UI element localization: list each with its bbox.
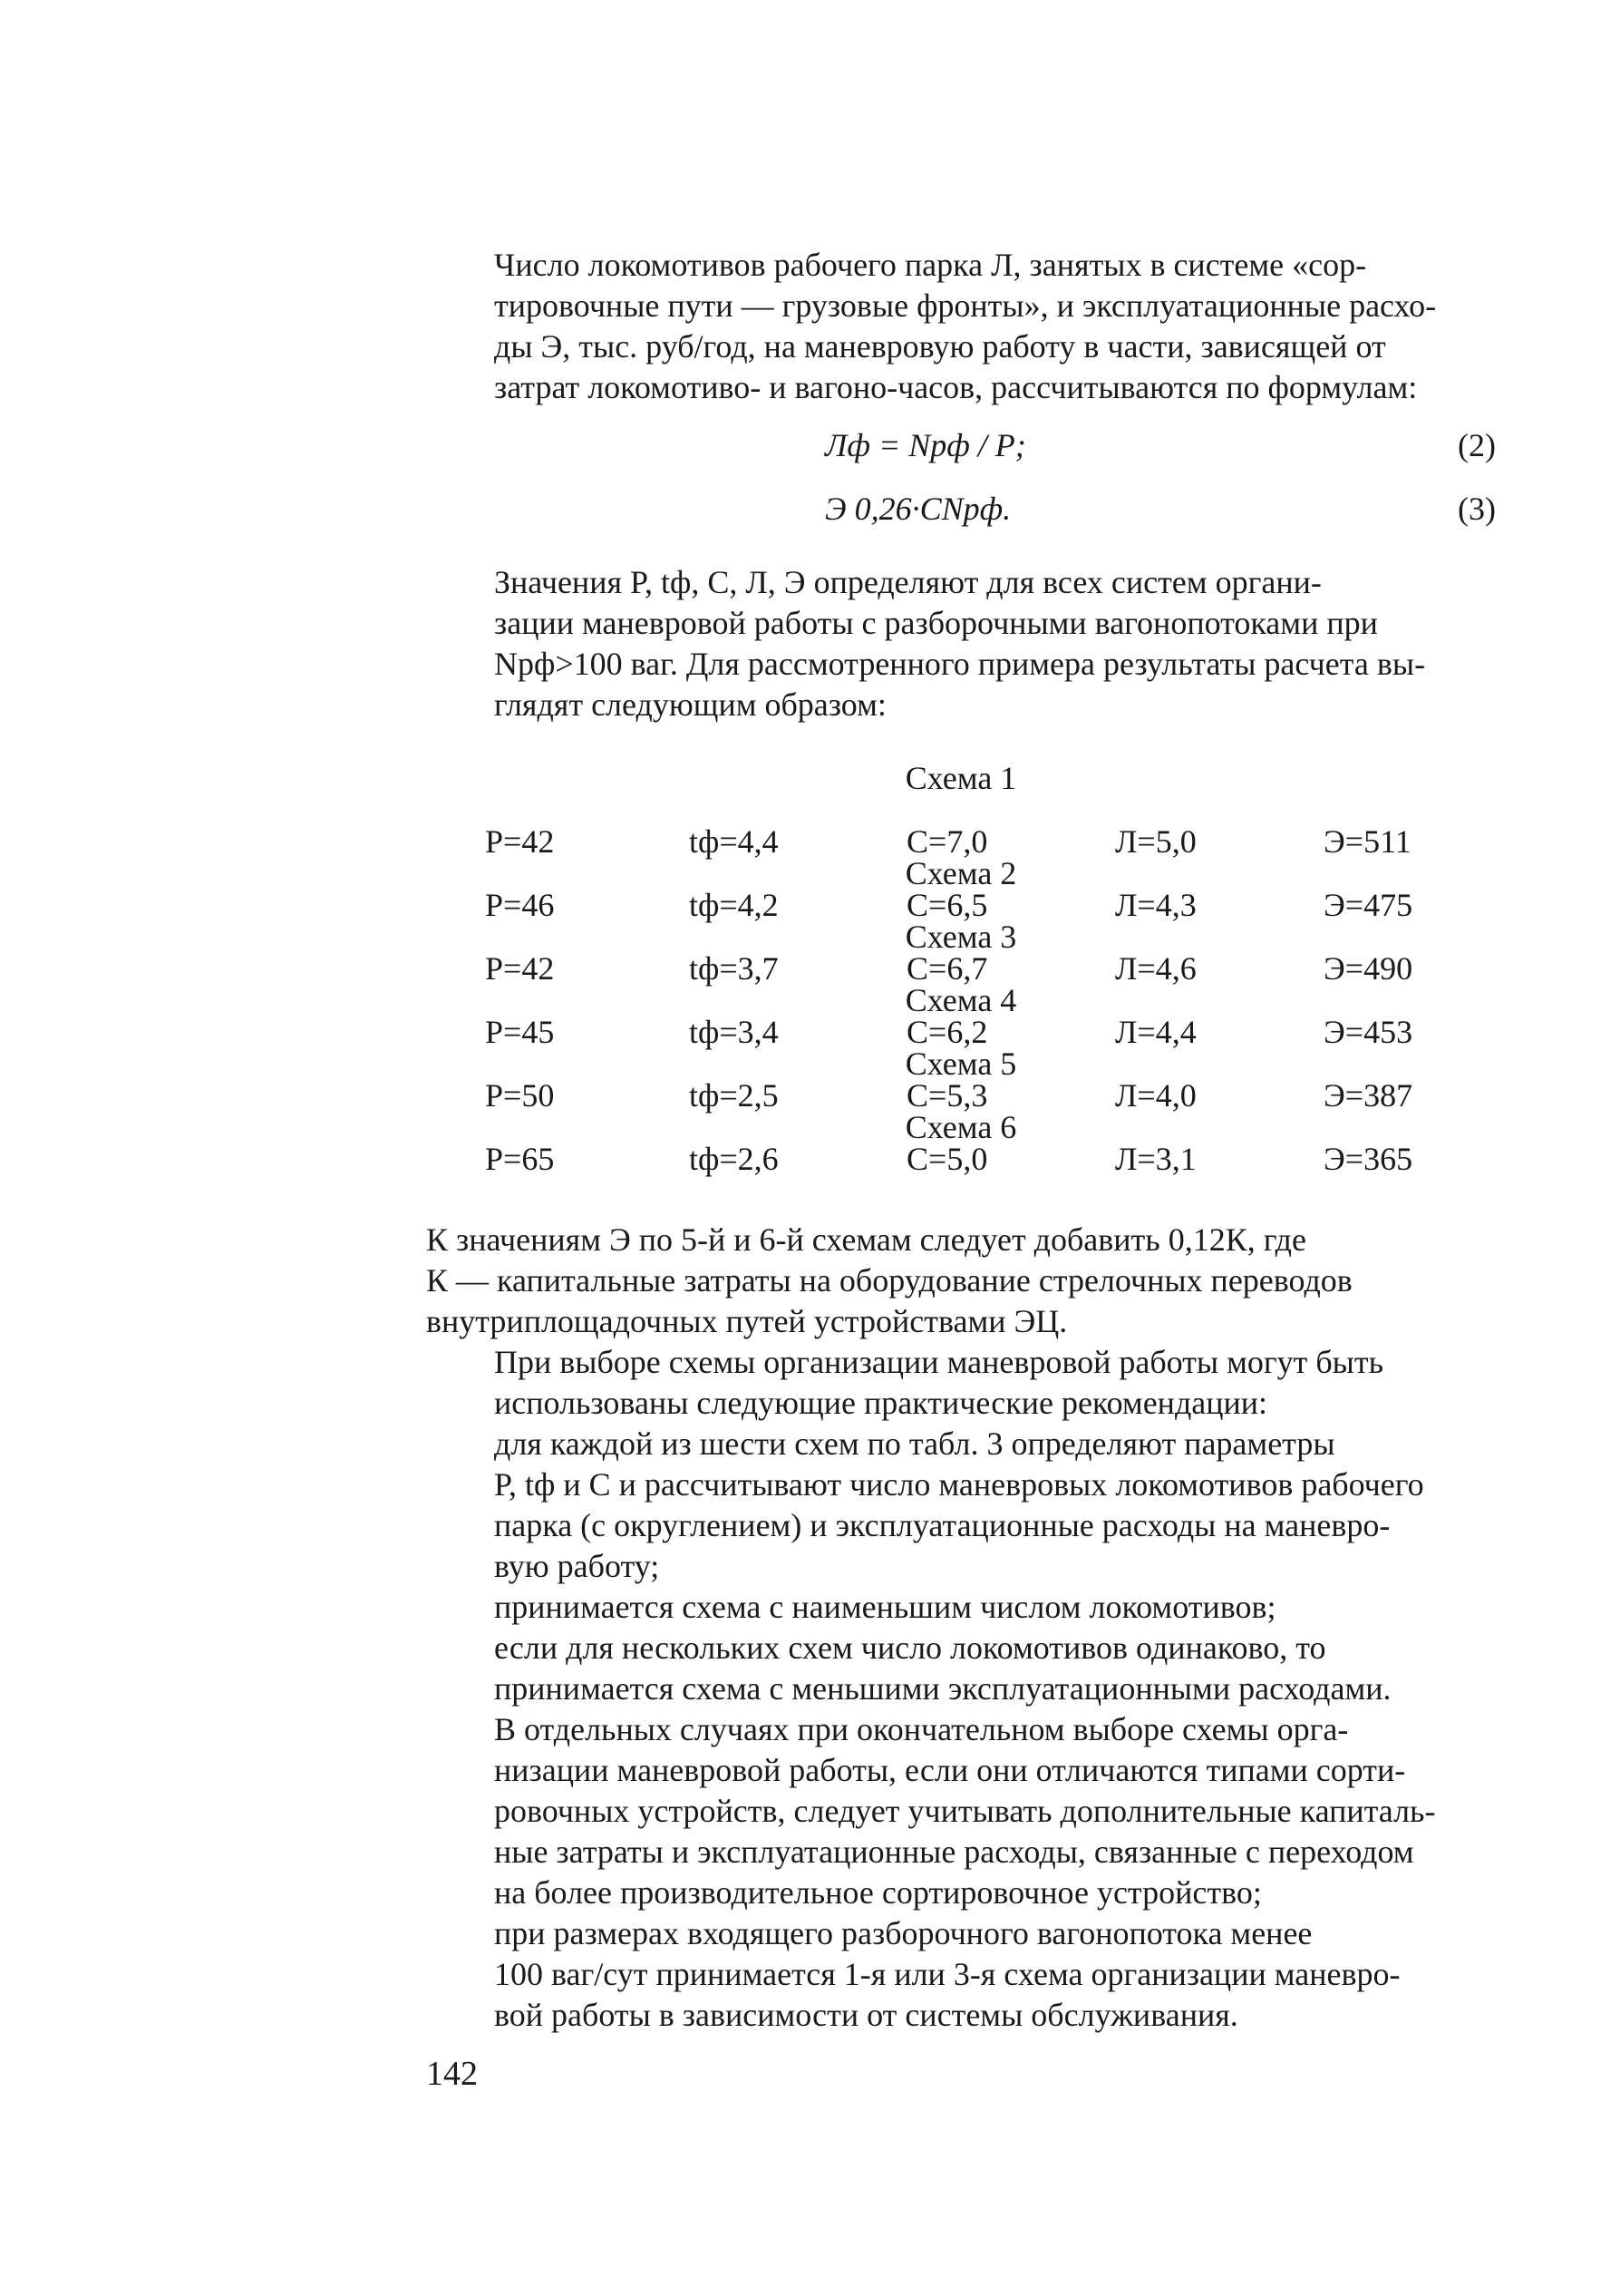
text-line: Значения P, tф, C, Л, Э определяют для всех систем органи- (494, 564, 1322, 600)
cell-e: Э=490 (1324, 950, 1413, 987)
text-line: для каждой из шести схем по табл. 3 определяют параметры (494, 1425, 1335, 1462)
text-line: ровочных устройств, следует учитывать дополнительные капиталь- (494, 1793, 1436, 1829)
text-line: глядят следующим образом: (494, 686, 887, 723)
scheme-title: Схема 4 (905, 982, 1017, 1018)
paragraph-step-1 (426, 1424, 1496, 1587)
cell-c: C=7,0 (907, 823, 988, 860)
cell-l: Л=4,4 (1115, 1014, 1197, 1050)
scheme-title: Схема 1 (905, 760, 1017, 796)
cell-p: P=42 (485, 950, 555, 987)
cell-t: tф=4,2 (689, 887, 779, 923)
cell-l: Л=5,0 (1115, 823, 1197, 860)
cell-t: tф=3,7 (689, 950, 779, 987)
cell-e: Э=387 (1324, 1077, 1413, 1114)
cell-l: Л=3,1 (1115, 1141, 1197, 1177)
scheme-title: Схема 6 (905, 1109, 1017, 1145)
cell-c: C=5,3 (907, 1077, 988, 1114)
formula-number: (2) (1458, 427, 1496, 463)
cell-p: P=46 (485, 887, 555, 923)
text-line: В отдельных случаях при окончательном выборе схемы орга- (494, 1711, 1349, 1747)
text-line: ды Э, тыс. руб/год, на маневровую работу в части, зависящей от (494, 328, 1386, 365)
scheme-title: Схема 5 (905, 1046, 1017, 1082)
page-number: 142 (426, 2055, 478, 2093)
text-line: P, tф и C и рассчитывают число маневровых локомотивов рабочего (494, 1466, 1424, 1503)
paragraph-intro (426, 245, 1496, 408)
text-line: зации маневровой работы с разборочными вагонопотоками при (494, 605, 1378, 641)
cell-t: tф=2,5 (689, 1077, 779, 1114)
formula-2 (825, 426, 1496, 472)
cell-l: Л=4,6 (1115, 950, 1197, 987)
text-line: 100 ваг/сут принимается 1-я или 3-я схема организации маневро- (494, 1956, 1401, 1992)
text-line: если для нескольких схем число локомотивов одинаково, то (494, 1630, 1326, 1666)
paragraph-step-2 (426, 1587, 1496, 1628)
cell-p: P=65 (485, 1141, 555, 1177)
text-line: Nрф>100 ваг. Для рассмотренного примера результаты расчета вы- (494, 646, 1426, 682)
cell-c: C=5,0 (907, 1141, 988, 1177)
cell-p: P=50 (485, 1077, 555, 1114)
text-line: тировочные пути — грузовые фронты», и эксплуатационные расхо- (494, 287, 1437, 324)
cell-p: P=45 (485, 1014, 555, 1050)
cell-c: C=6,7 (907, 950, 988, 987)
formula-expression: Э 0,26·CNрф. (825, 491, 1012, 527)
text-line: затрат локомотиво- и вагоно-часов, рассчитываются по формулам: (494, 369, 1418, 405)
text-line: внутриплощадочных путей устройствами ЭЦ. (426, 1303, 1068, 1339)
text-line: К — капитальные затраты на оборудование стрелочных переводов (426, 1262, 1353, 1299)
text-line: К значениям Э по 5-й и 6-й схемам следует добавить 0,12К, где (426, 1221, 1306, 1258)
text-line: При выборе схемы организации маневровой работы могут быть (494, 1344, 1384, 1380)
text-line: использованы следующие практические рекомендации: (494, 1385, 1268, 1421)
text-line: Число локомотивов рабочего парка Л, занятых в системе «сор- (494, 247, 1367, 283)
cell-p: P=42 (485, 823, 555, 860)
scheme-title: Схема 3 (905, 919, 1017, 955)
cell-l: Л=4,0 (1115, 1077, 1197, 1114)
paragraph-recommendations (426, 1342, 1496, 1424)
paragraph-step-3 (426, 1628, 1496, 1709)
text-line: принимается схема с меньшими эксплуатационными расходами. (494, 1670, 1392, 1707)
cell-t: tф=4,4 (689, 823, 779, 860)
formula-expression: Лф = Nрф / P; (825, 427, 1026, 463)
cell-c: C=6,5 (907, 887, 988, 923)
cell-e: Э=453 (1324, 1014, 1413, 1050)
text-line: ные затраты и эксплуатационные расходы, связанные с переходом (494, 1834, 1414, 1870)
formula-number: (3) (1458, 491, 1496, 527)
paragraph-small-flow (426, 1913, 1496, 2036)
cell-e: Э=511 (1324, 823, 1411, 860)
text-line: парка (с округлением) и эксплуатационные расходы на маневро- (494, 1507, 1391, 1543)
text-line: вую работу; (494, 1548, 660, 1584)
cell-l: Л=4,3 (1115, 887, 1197, 923)
scheme-title: Схема 2 (905, 855, 1017, 891)
cell-t: tф=3,4 (689, 1014, 779, 1050)
text-line: принимается схема с наименьшим числом локомотивов; (494, 1589, 1276, 1625)
text-line: при размерах входящего разборочного вагонопотока менее (494, 1915, 1313, 1951)
cell-e: Э=475 (1324, 887, 1413, 923)
text-line: на более производительное сортировочное устройство; (494, 1874, 1262, 1911)
text-line: вой работы в зависимости от системы обслуживания. (494, 1997, 1238, 2033)
cell-t: tф=2,6 (689, 1141, 779, 1177)
formula-3 (825, 490, 1496, 535)
paragraph-capital-costs (426, 1220, 1496, 1342)
text-line: низации маневровой работы, если они отличаются типами сорти- (494, 1752, 1406, 1788)
paragraph-special-cases (426, 1709, 1496, 1913)
cell-c: C=6,2 (907, 1014, 988, 1050)
cell-e: Э=365 (1324, 1141, 1413, 1177)
paragraph-values (426, 562, 1496, 725)
